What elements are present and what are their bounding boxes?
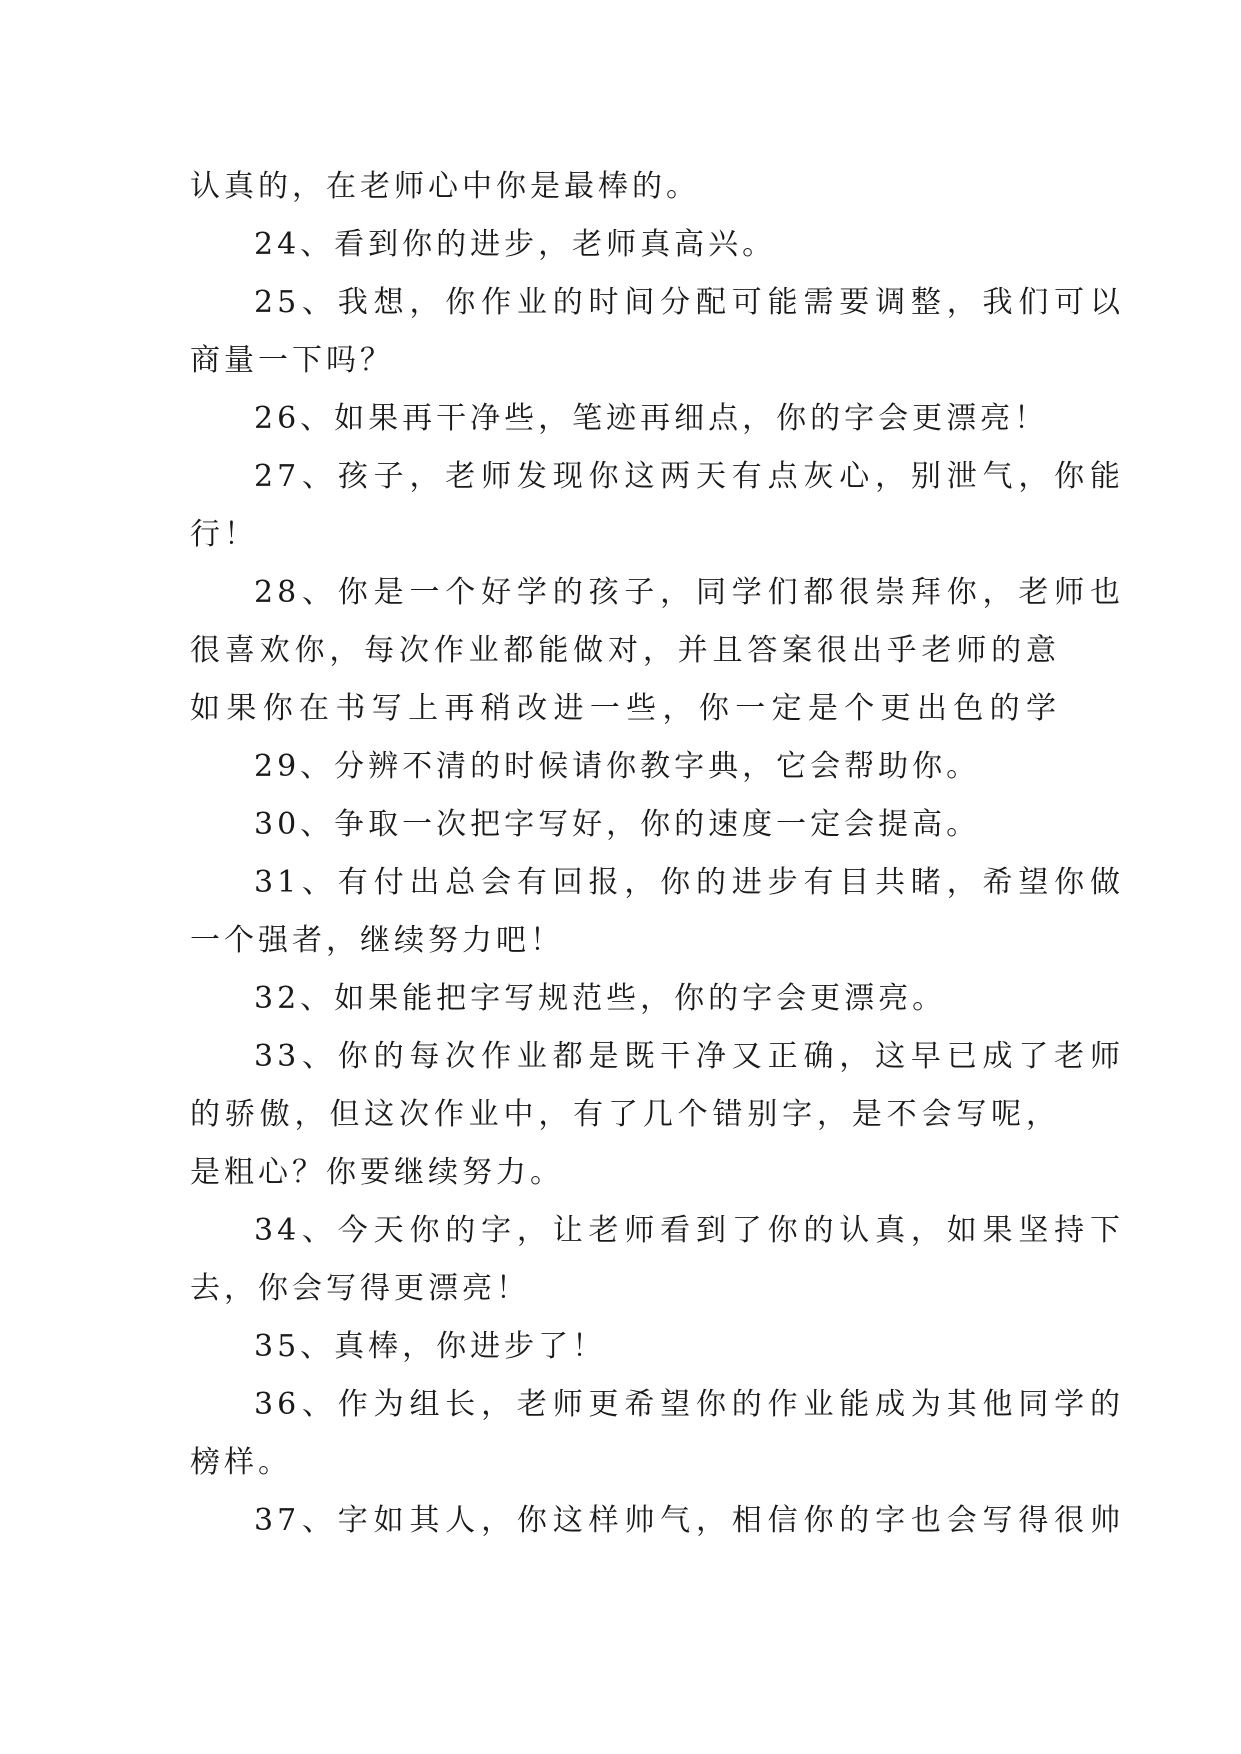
text-line: 29、分辨不清的时候请你教字典，它会帮助你。 — [254, 749, 981, 784]
document-body — [190, 158, 1124, 1550]
text-line: 34、今天你的字，让老师看到了你的认真，如果坚持下 — [254, 1213, 1124, 1248]
text-line: 33、你的每次作业都是既干净又正确，这早已成了老师 — [254, 1039, 1124, 1074]
text-line: 如果你在书写上再稍改进一些，你一定是个更出色的学 — [190, 691, 1060, 726]
text-line: 32、如果能把字写规范些，你的字会更漂亮。 — [254, 981, 947, 1016]
text-line: 26、如果再干净些，笔迹再细点，你的字会更漂亮！ — [254, 401, 1049, 436]
text-line: 一个强者，继续努力吧！ — [190, 923, 564, 958]
text-line: 是粗心？你要继续努力。 — [190, 1155, 564, 1190]
text-line: 27、孩子，老师发现你这两天有点灰心，别泄气，你能 — [254, 459, 1124, 494]
text-line: 24、看到你的进步，老师真高兴。 — [254, 227, 777, 262]
text-line: 很喜欢你，每次作业都能做对，并且答案很出乎老师的意 — [190, 633, 1060, 668]
text-line: 榜样。 — [190, 1445, 292, 1480]
text-line: 认真的，在老师心中你是最棒的。 — [190, 169, 700, 204]
text-line: 36、作为组长，老师更希望你的作业能成为其他同学的 — [254, 1387, 1124, 1422]
text-line: 的骄傲，但这次作业中，有了几个错别字，是不会写呢， — [190, 1097, 1060, 1132]
text-line: 行！ — [190, 517, 258, 552]
text-line: 25、我想，你作业的时间分配可能需要调整，我们可以 — [254, 285, 1124, 320]
text-line: 35、真棒，你进步了！ — [254, 1329, 607, 1364]
text-line: 37、字如其人，你这样帅气，相信你的字也会写得很帅 — [254, 1503, 1124, 1538]
text-line: 商量一下吗？ — [190, 343, 394, 378]
text-line: 28、你是一个好学的孩子，同学们都很崇拜你，老师也 — [254, 575, 1124, 610]
text-line: 30、争取一次把字写好，你的速度一定会提高。 — [254, 807, 981, 842]
text-line: 去，你会写得更漂亮！ — [190, 1271, 530, 1306]
text-line: 31、有付出总会有回报，你的进步有目共睹，希望你做 — [254, 865, 1124, 900]
